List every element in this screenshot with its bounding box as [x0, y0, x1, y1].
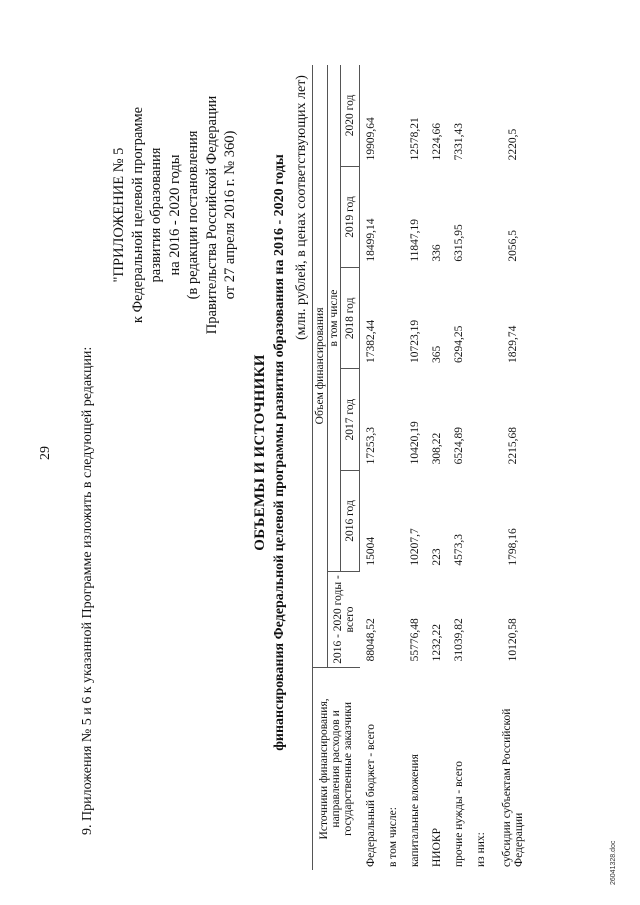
header-year: 2020 год	[341, 65, 360, 166]
table-cell: 17382,44	[365, 319, 377, 363]
table-cell: 55776,48	[409, 618, 421, 662]
appendix-line: от 27 апреля 2016 г. № 360)	[222, 130, 238, 300]
table-cell	[382, 268, 404, 369]
table-cell: 1798,16	[507, 528, 519, 566]
table-cell: 11847,19	[409, 218, 421, 262]
header-total: 2016 - 2020 годы - всего	[328, 572, 360, 668]
header-year: 2017 год	[341, 369, 360, 470]
intro-paragraph: 9. Приложения № 5 и 6 к указанной Программе изложить в следующей редакции:	[80, 346, 95, 835]
table-cell	[470, 572, 492, 668]
header-year: 2016 год	[341, 470, 360, 571]
row-label: капитальные вложения	[409, 754, 421, 867]
document-title: ОБЪЕМЫ И ИСТОЧНИКИ	[252, 354, 268, 551]
table-row	[404, 65, 426, 870]
appendix-line: на 2016 - 2020 годы	[166, 154, 183, 276]
table-cell	[470, 65, 492, 166]
table-cell	[382, 166, 404, 267]
table-cell: 4573,3	[453, 534, 465, 566]
table-cell: 17253,3	[365, 426, 377, 465]
table-row	[492, 65, 534, 870]
table-row	[426, 65, 448, 870]
document-subtitle: финансирования Федеральной целевой программы развития образования на 2016 - 2020 годы	[272, 154, 287, 751]
units-note: (млн. рублей, в ценах соответствующих лет)	[294, 75, 309, 340]
header-year: 2018 год	[341, 268, 360, 369]
table-cell: 15004	[365, 536, 377, 566]
table-cell: 1224,66	[431, 122, 443, 161]
table-cell: 308,22	[431, 432, 443, 465]
appendix-line: "ПРИЛОЖЕНИЕ № 5	[111, 147, 127, 283]
table-cell: 10207,7	[409, 528, 421, 566]
row-label: Федеральный бюджет - всего	[364, 724, 377, 867]
file-code: 26041328.doc	[610, 840, 617, 885]
row-label: в том числе:	[387, 807, 399, 867]
table-cell	[382, 369, 404, 470]
row-label: НИОКР	[431, 828, 443, 867]
table-cell: 2056,5	[507, 230, 519, 262]
table-cell: 10120,58	[507, 618, 519, 662]
table-cell	[382, 65, 404, 166]
table-cell: 6524,89	[453, 426, 465, 465]
appendix-header	[110, 65, 240, 365]
table-cell: 7331,43	[453, 122, 465, 161]
table-cell	[470, 166, 492, 267]
header-including: в том числе	[328, 65, 341, 572]
table-cell: 18499,14	[365, 218, 377, 262]
table-row	[382, 65, 404, 870]
table-cell: 88048,52	[364, 618, 377, 662]
table-cell: 6315,95	[453, 224, 465, 262]
row-label: субсидии субъектам Российской Федерации	[501, 708, 525, 867]
appendix-line: Правительства Российской Федерации	[203, 95, 220, 335]
appendix-line: к Федеральной целевой программе	[129, 106, 146, 324]
table-cell: 365	[431, 345, 443, 363]
financing-table	[312, 65, 534, 870]
page-number: 29	[38, 446, 53, 460]
table-cell	[382, 572, 404, 668]
table-cell: 10420,19	[409, 421, 421, 465]
table-cell: 10723,19	[409, 319, 421, 363]
table-row	[470, 65, 492, 870]
appendix-line: развития образования	[148, 147, 164, 283]
table-cell: 12578,21	[409, 117, 421, 161]
table-cell: 19909,64	[365, 117, 377, 161]
table-cell	[382, 470, 404, 571]
table-cell: 2220,5	[507, 128, 519, 161]
header-sources: Источники финансирования, направления расходов и государственные заказчики	[313, 667, 360, 870]
table-cell: 1829,74	[507, 325, 519, 363]
table-cell: 1232,22	[431, 623, 443, 662]
table-cell: 2215,68	[507, 426, 519, 465]
table-cell: 31039,82	[453, 618, 465, 662]
row-label: прочие нужды - всего	[453, 760, 465, 867]
table-cell	[470, 470, 492, 571]
header-financing-volume: Объем финансирования	[313, 65, 328, 667]
table-cell	[470, 369, 492, 470]
table-cell	[470, 268, 492, 369]
row-label: из них:	[475, 832, 487, 867]
table-row	[448, 65, 470, 870]
header-year: 2019 год	[341, 166, 360, 267]
table-row	[360, 65, 383, 870]
table-cell: 6294,25	[453, 325, 465, 363]
table-cell: 336	[431, 244, 443, 262]
table-cell: 223	[431, 548, 443, 566]
appendix-line: (в редакции постановления	[185, 130, 201, 300]
